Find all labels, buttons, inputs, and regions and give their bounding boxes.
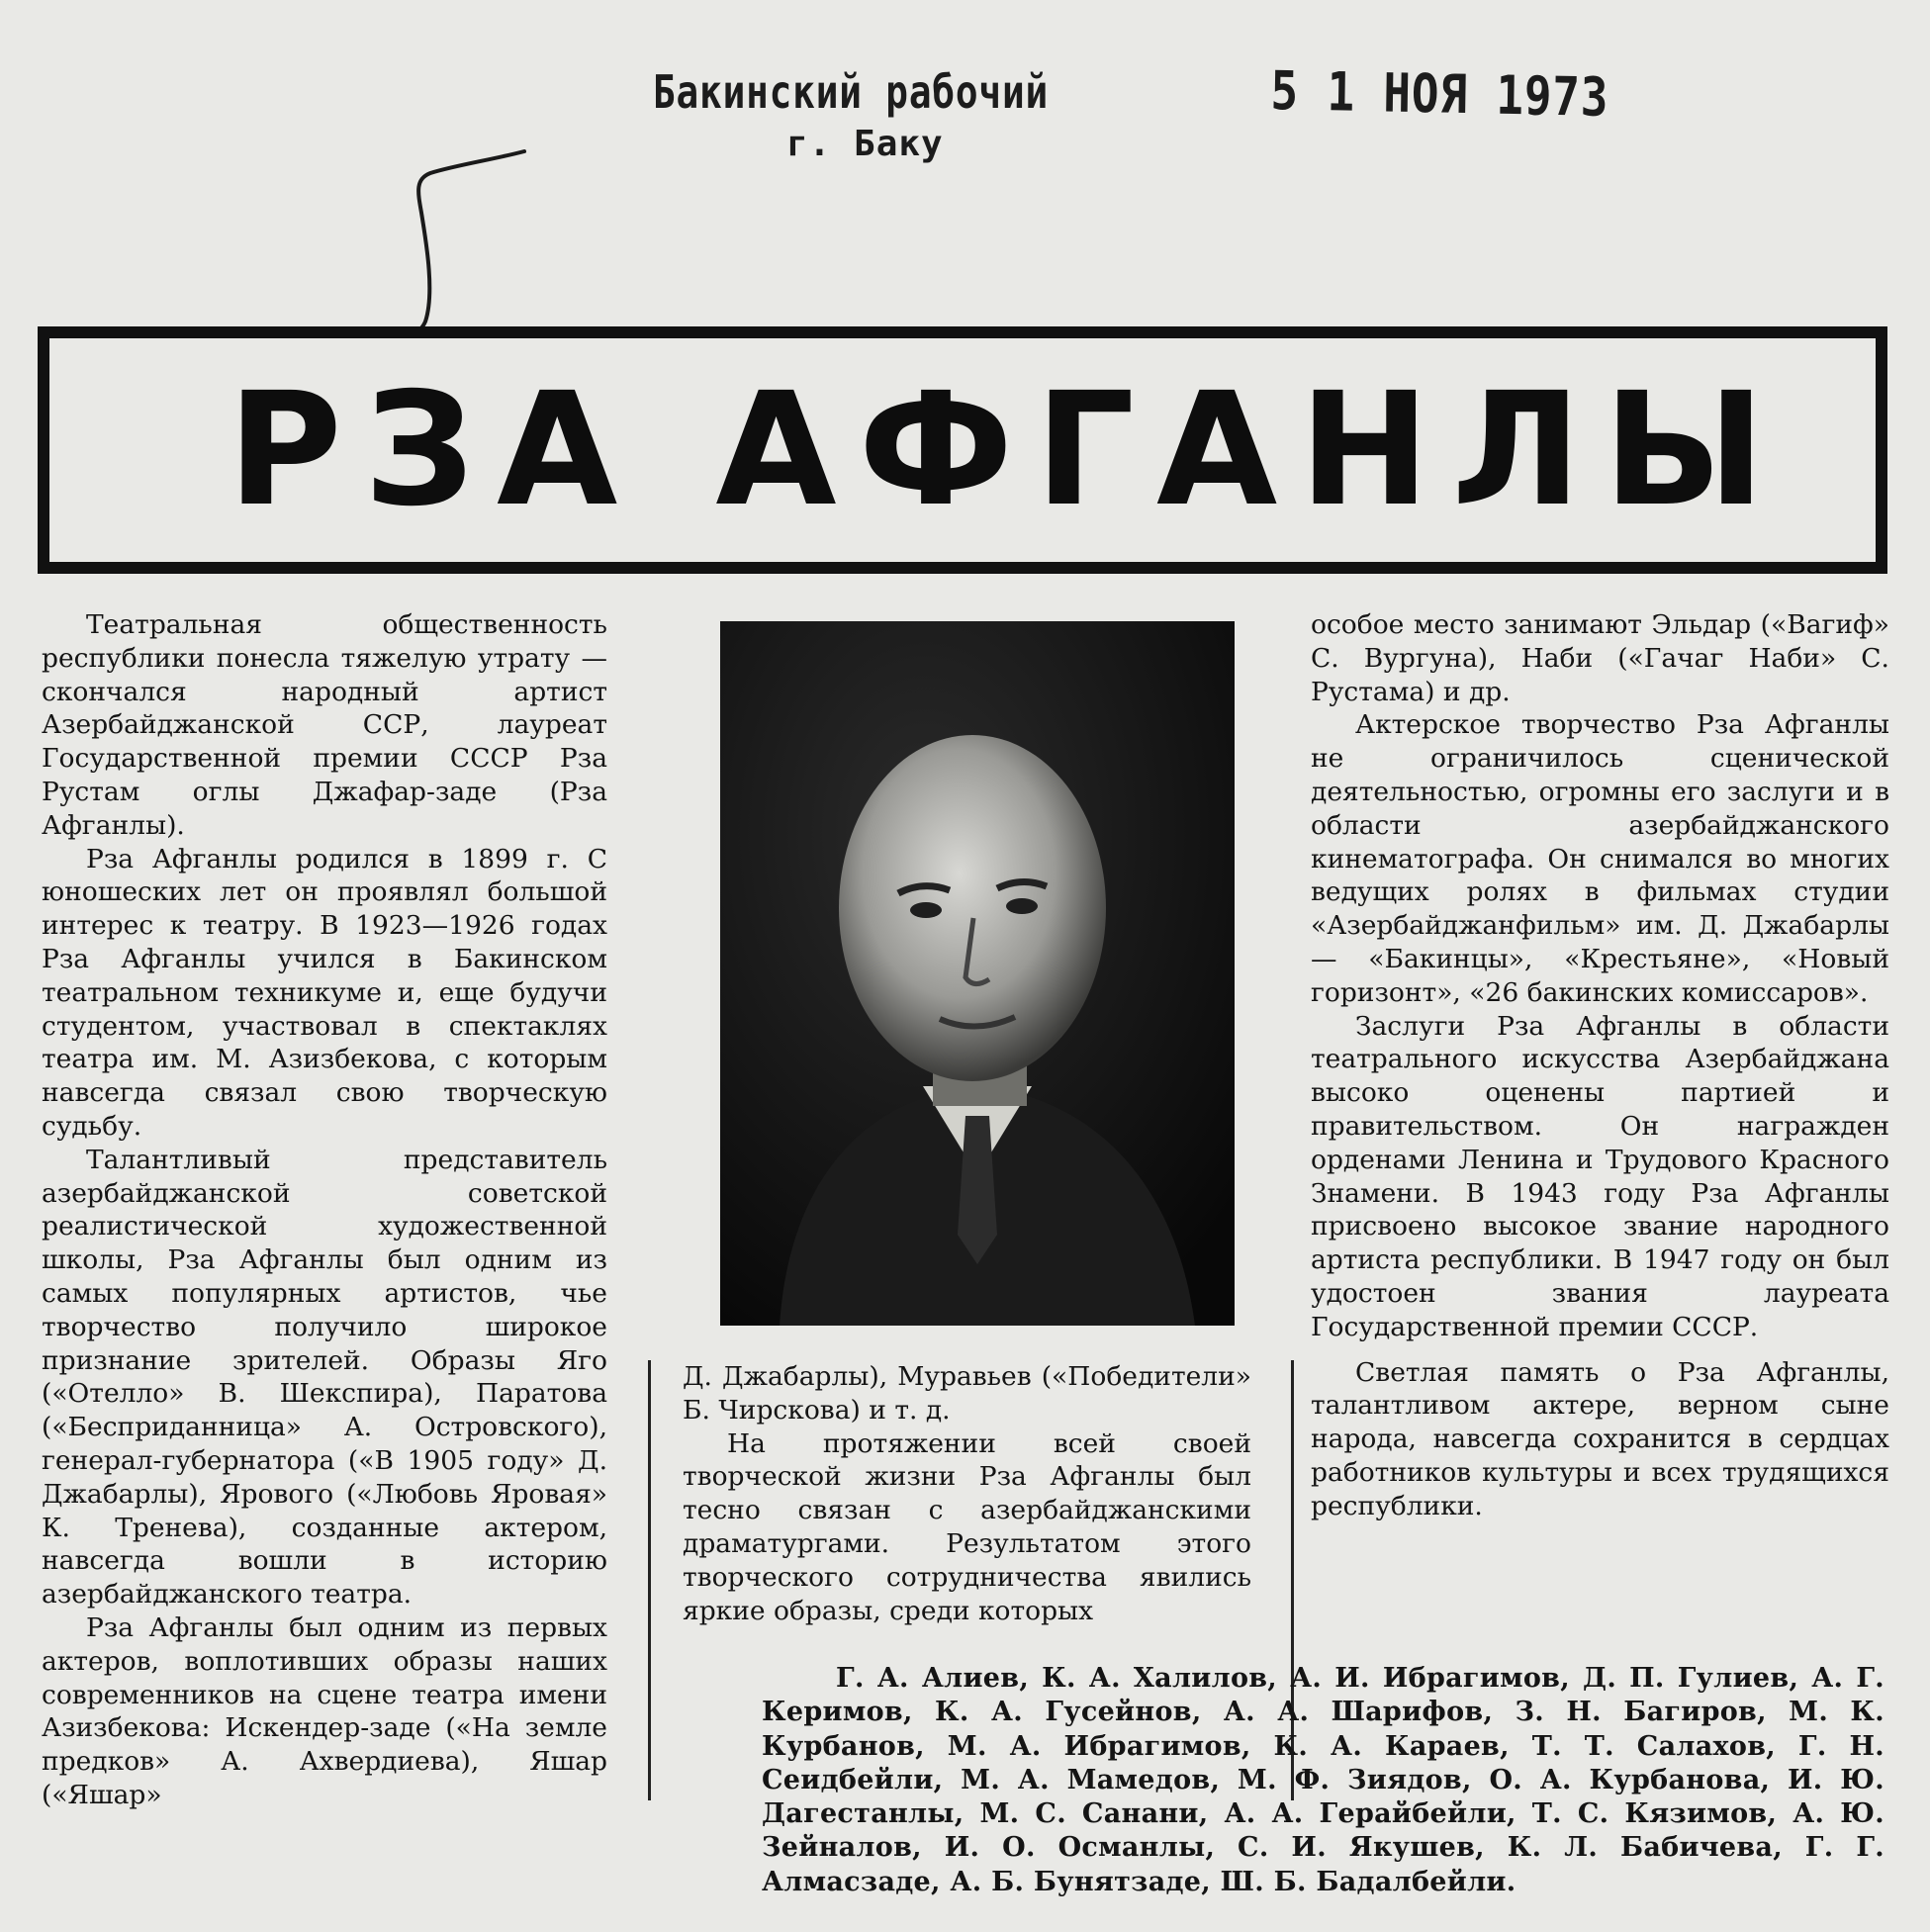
paragraph: Светлая память о Рза Афганлы, талантливом актере, верном сыне народа, навсегда сохранится в сердцах работников культуры и всех трудящихся республики. xyxy=(1311,1356,1889,1521)
article-column-middle xyxy=(683,1360,1251,1627)
paragraph: Рза Афганлы был одним из первых актеров, воплотивших образы наших современников на сцене театра имени Азизбекова: Искендер-заде («На земле предков» А. Ахвердиева), Яшар («Яшар» xyxy=(42,1611,607,1810)
date-stamp: 5 1 НОЯ 1973 xyxy=(1270,59,1609,130)
headline-box xyxy=(38,326,1887,574)
paragraph: Д. Джабарлы), Муравьев («Победители» Б. Чирскова) и т. д. xyxy=(683,1361,1251,1426)
paragraph: Заслуги Рза Афганлы в области театрального искусства Азербайджана высоко оценены партией и правительством. Он награжден орденами Ленина и Трудового Красного Знамени. В 1943 году Рза Афганлы присвоено высокое звание народного артиста республики. В 1947 году он был удостоен звания лауреата Государственной премии СССР. xyxy=(1311,1010,1889,1342)
signatories-list: Г. А. Алиев, К. А. Халилов, А. И. Ибрагимов, Д. П. Гулиев, А. Г. Керимов, К. А. Гусейнов, А. А. Шарифов, З. Н. Багиров, М. К. Курбанов, М. А. Ибрагимов, К. А. Караев, Т. Т. Салахов, Г. Н. Сеидбейли, М. А. Мамедов, М. Ф. Зиядов, О. А. Курбанова, И. Ю. Дагестанлы, М. С. Санани, А. А. Герайбейли, Т. С. Кязимов, А. Ю. Зейналов, И. О. Османлы, С. И. Якушев, К. Л. Бабичева, Г. Г. Алмасзаде, А. Б. Бунятзаде, Ш. Б. Бадалбейли. xyxy=(762,1663,1884,1897)
paragraph: Талантливый представитель азербайджанской советской реалистической художественной школы, Рза Афганлы был одним из самых популярных артистов, чье творчество получило широкое признание зрителей. Образы Яго («Отелло» В. Шекспира), Паратова («Бесприданница» А. Островского), генерал-губернатора («В 1905 году» Д. Джабарлы), Ярового («Любовь Яровая» К. Тренева), созданные актером, навсегда вошли в историю азербайджанского театра. xyxy=(42,1144,607,1610)
handwritten-mark xyxy=(376,143,534,341)
article-column-right xyxy=(1311,608,1889,1523)
paragraph: Актерское творчество Рза Афганлы не ограничилось сценической деятельностью, огромны его заслуги и в области азербайджанского кинематографа. Он снимался во многих ведущих ролях в фильмах студии «Азербайджанфильм» им. Д. Джабарлы — «Бакинцы», «Крестьяне», «Новый горизонт», «26 бакинских комиссаров». xyxy=(1311,709,1889,1008)
newspaper-stamp: Бакинский рабочий xyxy=(653,65,1050,119)
paragraph: Рза Афганлы родился в 1899 г. С юношеских лет он проявлял большой интерес к театру. В 1923—1926 годах Рза Афганлы учился в Бакинском театральном техникуме и, еще будучи студентом, участвовал в спектаклях театра им. М. Азизбекова, с которым навсегда связал свою творческую судьбу. xyxy=(42,843,607,1142)
city-stamp: г. Баку xyxy=(786,124,944,164)
headline: РЗА АФГАНЛЫ xyxy=(228,359,1788,541)
paragraph: На протяжении всей своей творческой жизни Рза Афганлы был тесно связан с азербайджанскими драматургами. Результатом этого творческого сотрудничества явились яркие образы, среди которых xyxy=(683,1427,1251,1626)
column-rule xyxy=(648,1360,651,1800)
paragraph: особое место занимают Эльдар («Вагиф» С. Вургуна), Наби («Гачаг Наби» С. Рустама) и др. xyxy=(1311,609,1889,707)
paragraph: Театральная общественность республики понесла тяжелую утрату — скончался народный артист Азербайджанской ССР, лауреат Государственной премии СССР Рза Рустам оглы Джафар-заде (Рза Афганлы). xyxy=(42,609,607,841)
article-column-left xyxy=(42,608,607,1812)
portrait-photo xyxy=(720,621,1235,1326)
